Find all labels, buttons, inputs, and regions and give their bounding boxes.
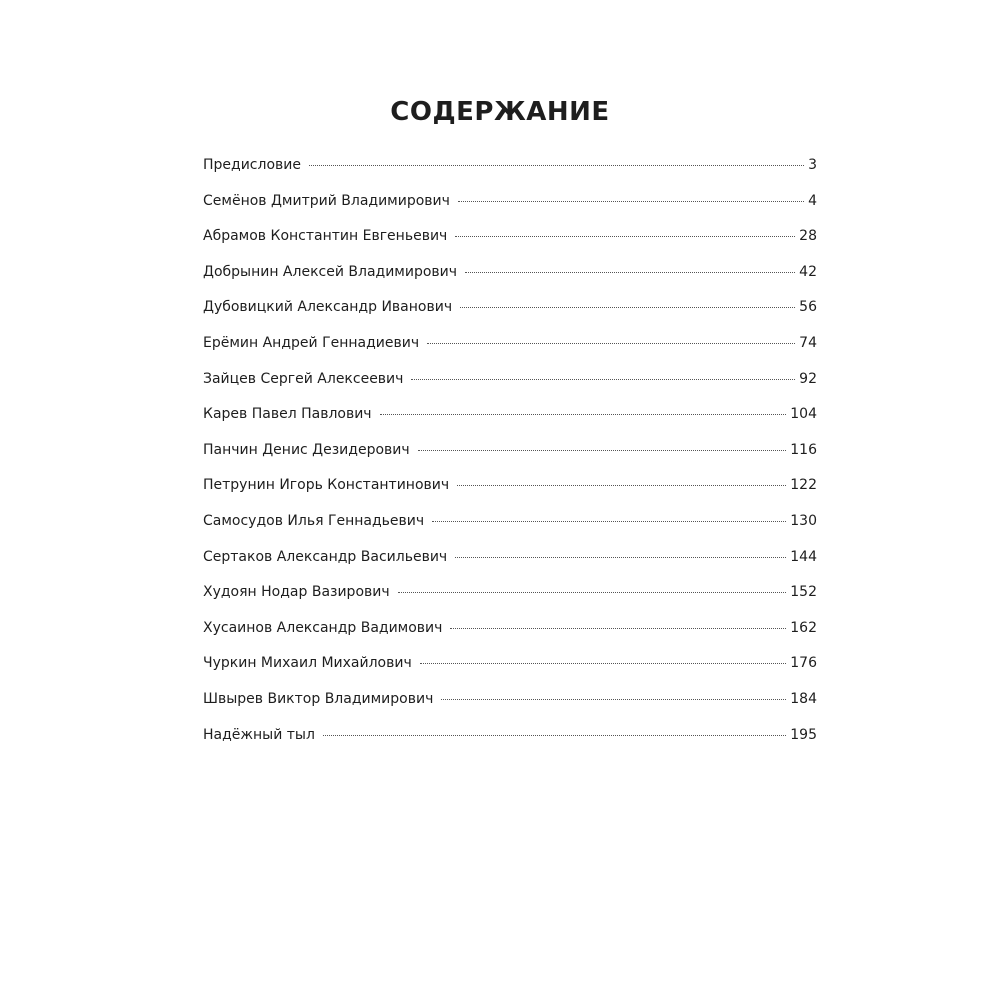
toc-entry-title: Добрынин Алексей Владимирович — [203, 263, 458, 280]
dot-leader — [420, 663, 787, 664]
toc-entry — [203, 580, 817, 616]
dot-leader — [418, 450, 787, 451]
toc-entry-page-number: 162 — [790, 619, 817, 636]
toc-entry-page-number: 56 — [799, 299, 817, 316]
toc-entry — [203, 260, 817, 296]
dot-leader — [441, 699, 786, 700]
toc-entry — [203, 509, 817, 545]
toc-entry-title: Дубовицкий Александр Иванович — [203, 299, 453, 316]
toc-entry-title: Швырев Виктор Владимирович — [203, 690, 434, 707]
toc-entry — [203, 331, 817, 367]
dot-leader — [398, 592, 787, 593]
toc-entry-title: Хусаинов Александр Вадимович — [203, 619, 443, 636]
toc-entry-title: Зайцев Сергей Алексеевич — [203, 370, 404, 387]
toc-entry-title: Ерёмин Андрей Геннадиевич — [203, 334, 420, 351]
dot-leader — [455, 557, 786, 558]
toc-entry-title: Предисловие — [203, 157, 301, 173]
toc-entry — [203, 616, 817, 652]
toc-entry-page-number: 42 — [799, 263, 817, 280]
toc-entry-page-number: 28 — [799, 228, 817, 245]
toc-entry-title: Панчин Денис Дезидерович — [203, 441, 410, 458]
dot-leader — [411, 379, 795, 380]
toc-entry-title: Абрамов Константин Евгеньевич — [203, 228, 448, 245]
toc-entry-page-number: 3 — [808, 157, 817, 173]
toc-entry-page-number: 122 — [790, 477, 817, 494]
toc-entry — [203, 473, 817, 509]
toc-entry — [203, 723, 817, 759]
dot-leader — [458, 201, 804, 202]
toc-entry-title: Петрунин Игорь Константинович — [203, 477, 450, 494]
toc-entry-page-number: 104 — [790, 406, 817, 423]
dot-leader — [460, 307, 795, 308]
dot-leader — [450, 628, 786, 629]
dot-leader — [455, 236, 795, 237]
dot-leader — [380, 414, 787, 415]
dot-leader — [323, 735, 786, 736]
dot-leader — [432, 521, 786, 522]
toc-entry-title: Худоян Нодар Вазирович — [203, 584, 390, 601]
toc-entry-page-number: 176 — [790, 655, 817, 672]
toc-entry-page-number: 4 — [808, 192, 817, 209]
toc-entry — [203, 153, 817, 189]
toc-entry — [203, 295, 817, 331]
toc-entry — [203, 402, 817, 438]
toc-entry-title: Самосудов Илья Геннадьевич — [203, 512, 425, 529]
toc-entry-page-number: 195 — [790, 726, 817, 743]
toc-entry-title: Карев Павел Павлович — [203, 406, 372, 423]
dot-leader — [457, 485, 786, 486]
toc-entry — [203, 189, 817, 225]
table-of-contents — [203, 153, 817, 758]
dot-leader — [427, 343, 795, 344]
toc-entry-page-number: 74 — [799, 334, 817, 351]
toc-entry-page-number: 116 — [790, 441, 817, 458]
toc-entry-title: Чуркин Михаил Михайлович — [203, 655, 412, 672]
toc-entry — [203, 224, 817, 260]
toc-entry-title: Надёжный тыл — [203, 726, 315, 743]
toc-entry-page-number: 92 — [799, 370, 817, 387]
dot-leader — [465, 272, 795, 273]
toc-entry-title: Семёнов Дмитрий Владимирович — [203, 192, 450, 209]
toc-entry-page-number: 144 — [790, 548, 817, 565]
toc-entry-page-number: 184 — [790, 690, 817, 707]
toc-entry-page-number: 130 — [790, 512, 817, 529]
dot-leader — [309, 165, 804, 166]
toc-entry — [203, 367, 817, 403]
toc-entry — [203, 687, 817, 723]
toc-entry-page-number: 152 — [790, 584, 817, 601]
toc-entry — [203, 545, 817, 581]
page-title: СОДЕРЖАНИЕ — [390, 97, 610, 127]
toc-entry-title: Сертаков Александр Васильевич — [203, 548, 448, 565]
toc-entry — [203, 651, 817, 687]
toc-entry — [203, 438, 817, 474]
